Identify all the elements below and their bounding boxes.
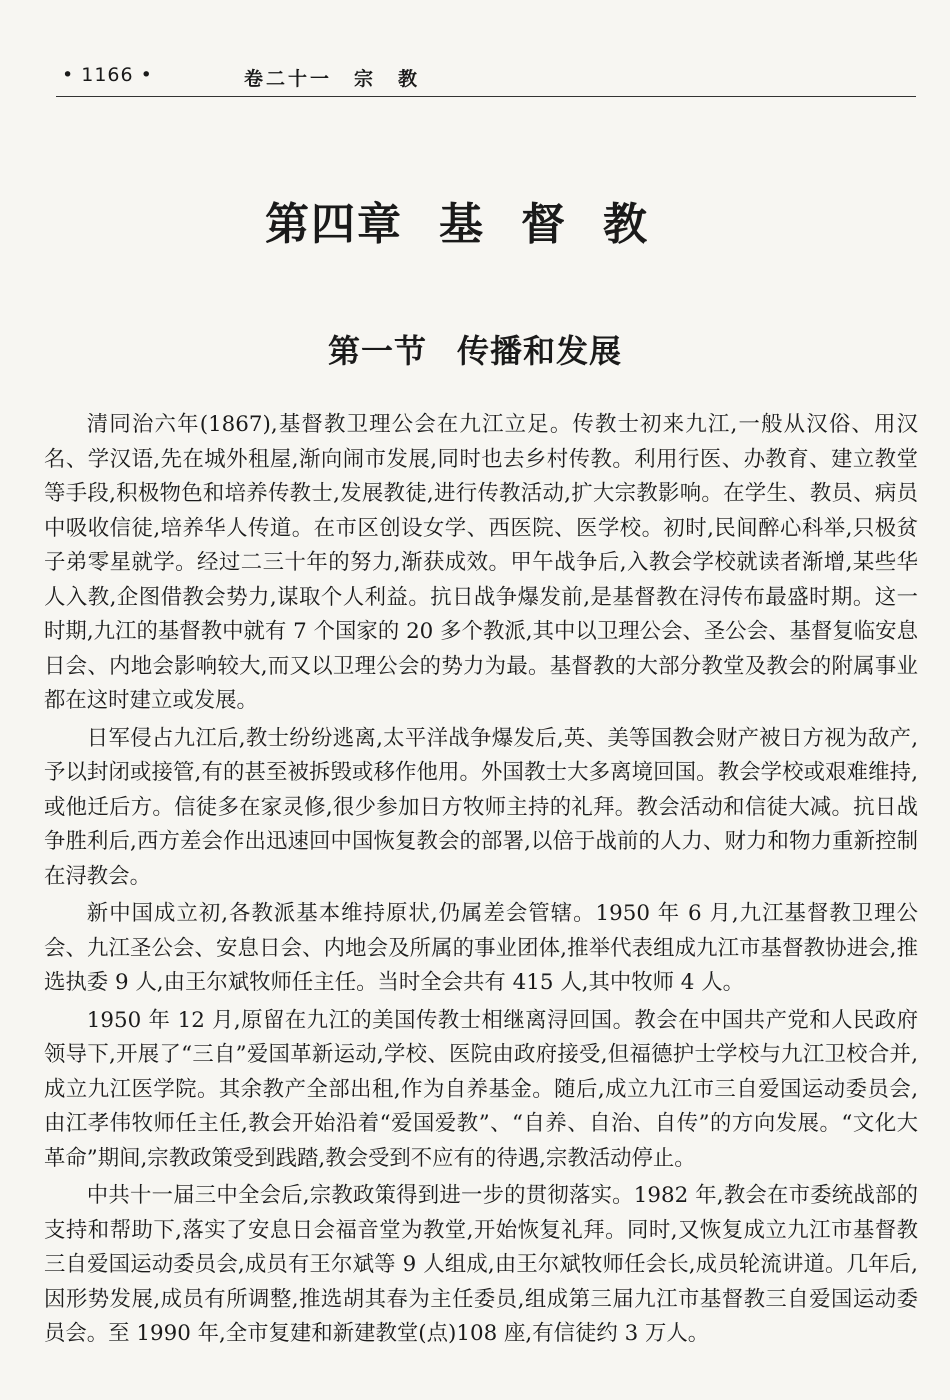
section-heading <box>0 326 950 372</box>
running-header <box>56 58 916 98</box>
section-title: 传播和发展 <box>457 332 623 370</box>
paragraph: 新中国成立初,各教派基本维持原状,仍属差会管辖。1950 年 6 月,九江基督教卫理公会、九江圣公会、安息日会、内地会及所属的事业团体,推举代表组成九江市基督教协进会,推选执委 9 人,由王尔斌牧师任主任。当时全会共有 415 人,其中牧师 4 人。 <box>44 901 918 995</box>
header-rule <box>56 96 916 97</box>
chapter-title: 基督教 <box>439 199 685 250</box>
volume-title: 卷二十一 宗 教 <box>244 68 421 90</box>
page-number: • 1166 • <box>62 64 153 86</box>
paragraph: 清同治六年(1867),基督教卫理公会在九江立足。传教士初来九江,一般从汉俗、用汉名、学汉语,先在城外租屋,渐向闹市发展,同时也去乡村传教。利用行医、办教育、建立教堂等手段,积极物色和培养传教士,发展教徒,进行传教活动,扩大宗教影响。在学生、教员、病员中吸收信徒,培养华人传道。在市区创设女学、西医院、医学校。初时,民间醉心科举,只极贫子弟零星就学。经过二三十年的努力,渐获成效。甲午战争后,入教会学校就读者渐增,某些华人入教,企图借教会势力,谋取个人利益。抗日战争爆发前,是基督教在浔传布最盛时期。这一时期,九江的基督教中就有 7 个国家的 20 多个教派,其中以卫理公会、圣公会、基督复临安息日会、内地会影响较大,而又以卫理公会的势力为最。基督教的大部分教堂及教会的附属事业都在这时建立或发展。 <box>44 412 918 713</box>
paragraph: 中共十一届三中全会后,宗教政策得到进一步的贯彻落实。1982 年,教会在市委统战部的支持和帮助下,落实了安息日会福音堂为教堂,开始恢复礼拜。同时,又恢复成立九江市基督教三自爱国运动委员会,成员有王尔斌等 9 人组成,由王尔斌牧师任会长,成员轮流讲道。几年后,因形势发展,成员有所调整,推选胡其春为主任委员,组成第三届九江市基督教三自爱国运动委员会。至 1990 年,全市复建和新建教堂(点)108 座,有信徒约 3 万人。 <box>44 1183 918 1346</box>
chapter-heading <box>0 188 950 252</box>
paragraph: 日军侵占九江后,教士纷纷逃离,太平洋战争爆发后,英、美等国教会财产被日方视为敌产,予以封闭或接管,有的甚至被拆毁或移作他用。外国教士大多离境回国。教会学校或艰难维持,或他迁后方。信徒多在家灵修,很少参加日方牧师主持的礼拜。教会活动和信徒大减。抗日战争胜利后,西方差会作出迅速回中国恢复教会的部署,以倍于战前的人力、财力和物力重新控制在浔教会。 <box>44 725 918 889</box>
body-text <box>44 408 918 1355</box>
chapter-number: 第四章 <box>265 199 403 250</box>
section-number: 第一节 <box>327 332 427 370</box>
paragraph: 1950 年 12 月,原留在九江的美国传教士相继离浔回国。教会在中国共产党和人民政府领导下,开展了“三自”爱国革新运动,学校、医院由政府接受,但福德护士学校与九江卫校合并,成立九江医学院。其余教产全部出租,作为自养基金。随后,成立九江市三自爱国运动委员会,由江孝伟牧师任主任,教会开始沿着“爱国爱教”、“自养、自治、自传”的方向发展。“文化大革命”期间,宗教政策受到践踏,教会受到不应有的待遇,宗教活动停止。 <box>44 1007 918 1171</box>
